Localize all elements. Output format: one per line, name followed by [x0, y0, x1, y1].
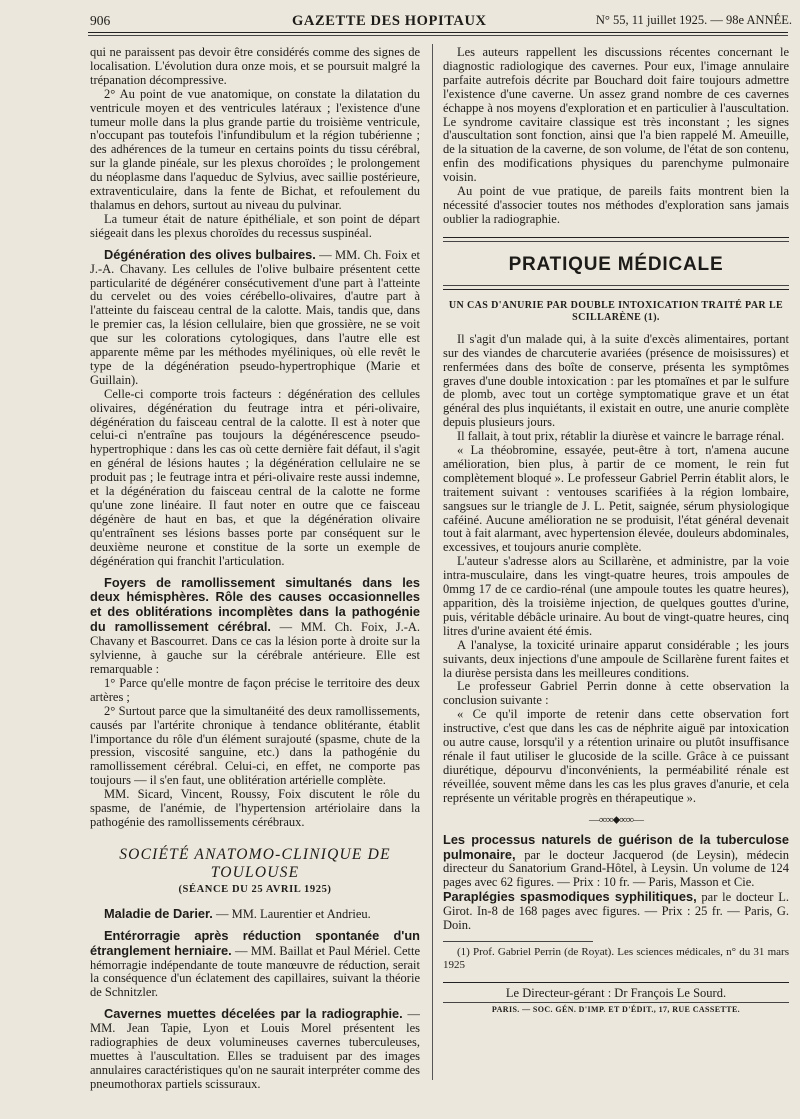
- article-darier: [90, 907, 420, 922]
- journal-title: GAZETTE DES HOPITAUX: [292, 13, 487, 29]
- book-details: par le docteur L. Girot. In-8 de 168 pages avec figures. — Prix : 25 fr. — Paris, G. Doin.: [443, 890, 789, 933]
- society-title: SOCIÉTÉ ANATOMO-CLINIQUE DE TOULOUSE: [119, 845, 391, 881]
- right-column: [443, 46, 789, 1076]
- issue-info: N° 55, 11 juillet 1925. — 98e ANNÉE.: [595, 13, 792, 27]
- footnote: (1) Prof. Gabriel Perrin (de Royat). Les sciences médicales, n° du 31 mars 1925: [443, 945, 789, 971]
- article-heading: Maladie de Darier.: [104, 905, 213, 921]
- paragraph: Celle-ci comporte trois facteurs : dégénération des cellules olivaires, dégénération du feutrage intra et péri-olivaire, dégénération du faisceau central de la calotte. Il est à noter que celui-ci n'entraîne pas toujours la dégénérescence pseudo-hypertrophique : dans les cas où cette dernière fait défaut, il s'agit en général de lésions hautes ; la dégénération cellulaire ne se produit pas ; le feutrage intra et péri-olivaire reste aussi indemne, et la dégénération du faisceau central de la calotte ne forme qu'une zone linéaire. Il faut noter en outre que ce faisceau dégénère de haut en bas, et que la dégénération olivaire qu'entraînent ses lésions basses porte par conséquent sur le deuxième neurone et constitue de la sorte un exemple de dégénération qui franchit l'articulation.: [90, 386, 420, 568]
- director-line: Le Directeur-gérant : Dr François Le Sourd.: [443, 983, 789, 1003]
- article-heading: Cavernes muettes décelées par la radiographie.: [104, 1006, 403, 1022]
- header-rule: [88, 32, 788, 33]
- paragraph: 2° Au point de vue anatomique, on constate la dilatation du ventricule moyen et des ventricules latéraux ; l'existence d'une tumeur molle dans la plus grande partie du troisième ventricule, n'occupant pas toutefois l'infundibulum et la région tubérienne ; des adhérences de la tumeur en certains points du tissu cérébral, sur la glande pinéale, sur les plexus choroïdes ; le prolongement du néoplasme dans l'aqueduc de Sylvius, avec saillie postérieure, extraventiculaire, dans la fente de Bichat, et refoulement du thalamus en dehors, surtout au niveau du pulvinar.: [90, 86, 420, 212]
- paragraph: Le professeur Gabriel Perrin donne à cette observation la conclusion suivante :: [443, 679, 789, 708]
- page-header: [52, 7, 792, 35]
- session-date: (SÉANCE DU 25 AVRIL 1925): [178, 883, 332, 895]
- paragraph: « Ce qu'il importe de retenir dans cette observation fort instructive, c'est que dans les cas de néphrite aiguë par intoxication ou autre cause, lorsqu'il y a rétention urinaire ou plutôt insuffisance rénale il faut utiliser le glucoside de la scille. Grâce à ce puissant diurétique, dépourvu d'inconvénients, la perméabilité rénale est réveillée, souvent même dans les cas les plus graves d'anurie, et cela représente un véritable progrès en thérapeutique ».: [443, 707, 789, 805]
- header-rule-thin: [88, 35, 788, 36]
- article-text: — MM. Ch. Foix, J.-A. Chavany et Bascourret. Dans ce cas la lésion porte à droite sur la sylvienne, à gauche sur la cérébrale antérieure. Elle est remarquable :: [90, 620, 420, 676]
- ornament-divider: —∞∞⬥∞∞—: [588, 813, 644, 826]
- paragraph: A l'analyse, la toxicité urinaire apparut considérable ; les jours suivants, deux injections d'une ampoule de Scillarène furent faites et la diurèse persista dans les meilleures conditions.: [443, 637, 789, 680]
- page-number: 906: [90, 13, 111, 28]
- book-title: Les processus naturels de guérison de la tuberculose pulmonaire,: [443, 831, 789, 862]
- paragraph: Il fallait, à tout prix, rétablir la diurèse et vaincre le barrage rénal.: [457, 429, 785, 444]
- article-heading: Entérorragie après réduction spontanée d'un étranglement herniaire.: [90, 927, 420, 958]
- book-details: par le docteur Jacquerod (de Leysin), médecin directeur du Sanatorium Grand-Hôtel, à Leysin. Un volume de 124 pages avec 62 figures. — Prix : 10 fr. — Paris, Masson et Cie.: [443, 847, 789, 890]
- book-title: Paraplégies spasmodiques syphilitiques,: [443, 889, 697, 905]
- book-review-paraplegies: [443, 890, 789, 933]
- article-heading: Foyers de ramollissement simultanés dans les deux hémisphères. Rôle des causes occasionnelles et des oblitérations incomplètes dans la pathogénie du ramollissement cérébral.: [90, 574, 420, 635]
- paragraph: Au point de vue pratique, de pareils faits montrent bien la nécessité d'associer toutes nos méthodes d'exploration sans jamais oublier la radiographie.: [443, 184, 789, 226]
- article-ramollissement: [90, 576, 420, 677]
- printer-line: PARIS. — SOC. GÉN. D'IMP. ET D'ÉDIT., 17, RUE CASSETTE.: [491, 1004, 741, 1014]
- article-text: — MM. Jean Tapie, Lyon et Louis Morel présentent les radiographies de deux volumineuses cavernes tuberculeuses, muettes à l'auscultation. Elles se traduisent par des images annulaires caractéristiques qu'on ne saurait interpréter comme des pneumothorax partiels scissuraux.: [90, 1007, 420, 1091]
- article-enterorragie: [90, 929, 420, 1001]
- article-degeneration: [90, 248, 420, 388]
- paragraph: qui ne paraissent pas devoir être considérés comme des signes de localisation. L'évolution dura onze mois, et se poursuit malgré la trépanation décompressive.: [90, 46, 420, 87]
- section-title: PRATIQUE MÉDICALE: [443, 241, 789, 286]
- left-column: [90, 46, 420, 1091]
- article-text: — MM. Ch. Foix et J.-A. Chavany. Les cellules de l'olive bulbaire présentent cette particularité de dégénérer consécutivement d'une part à l'atteinte du cervelet ou des voies cérébello-olivaires, d'autre part à l'atteinte du faisceau central de la calotte. Mais, tandis que, dans le premier cas, la lésion cellulaire, bien que grossière, ne se voit que sur les colorations cytologiques, dans l'autre elle est apparente même par les méthodes myéliniques, où elle revêt le type de la dégénération pseudo-hypertrophique (Marie et Guillain).: [90, 247, 420, 387]
- article-cavernes: [90, 1007, 420, 1091]
- footnote-rule: [443, 941, 593, 942]
- paragraph: L'auteur s'adresse alors au Scillarène, et administre, par la voie intra-musculaire, dans les vingt-quatre heures, trois ampoules de 0mmg 17 de ce cardio-rénal (une ampoule toutes les quatre heures), apparition, dès la troisième injection, de quelques gouttes d'urine, puis, véritable débâcle urinaire. Au bout de vingt-quatre heures, cinq litres d'urine avaient été émis.: [443, 554, 789, 638]
- paragraph: MM. Sicard, Vincent, Roussy, Foix discutent le rôle du spasme, de l'anémie, de l'hypertension artériolaire dans la pathogénie des ramollissements cérébraux.: [90, 787, 420, 829]
- paragraph: « La théobromine, essayée, peut-être à tort, n'amena aucune amélioration, bien plus, à partir de ce moment, le rein fut complètement bloqué ». Le professeur Gabriel Perrin établit alors, le traitement suivant : ventouses scarifiées à la région lombaire, sangsues sur le triangle de J. L. Petit, saignée, sérum physiologique caféiné. Aucune amélioration ne se produisit, l'état général devenait tout à fait alarmant, avec hypertension élevée, douleurs abdominales, excessives, et toujours anurie complète.: [443, 443, 789, 555]
- paragraph: 2° Surtout parce que la simultanéité des deux ramollissements, causés par l'artérite chronique à tendance oblitérante, établit l'importance du rôle d'un élément surajouté (spasme, chute de la pression, viscosité sanguine, etc.) dans la pathogénie du ramollissement cérébral. Celui-ci, en effet, ne comporte pas toujours — il s'en faut, une oblitération artérielle complète.: [90, 703, 420, 788]
- article-text: — MM. Laurentier et Andrieu.: [212, 906, 371, 921]
- paragraph: La tumeur était de nature épithéliale, et son point de départ siégeait dans les plexus choroïdes du recessus suspinéal.: [90, 211, 420, 240]
- article-heading: Dégénération des olives bulbaires.: [104, 246, 316, 262]
- book-review-processus: [443, 833, 789, 891]
- section-banner: [443, 237, 789, 290]
- paragraph: Les auteurs rappellent les discussions récentes concernant le diagnostic radiologique des cavernes. Pour eux, l'image annulaire parfaite autrefois décrite par Bouchard doit faire toujours admettre l'existence d'une caverne. Un assez grand nombre de ces cavernes échappe à nos moyens d'exploration et en particulier à l'auscultation. Le syndrome cavitaire classique est très inconstant ; les signes d'auscultation sont fonction, ainsi que l'a bien rappelé M. Ameuille, de la situation de la caverne, de son volume, de l'état de son contenu, enfin des modifications physiques du parenchyme pulmonaire voisin.: [443, 46, 789, 185]
- article-subtitle: UN CAS D'ANURIE PAR DOUBLE INTOXICATION TRAITÉ PAR LE SCILLARÈNE (1).: [448, 299, 784, 324]
- article-text: — MM. Baillat et Paul Mériel. Cette hémorragie indépendante de toute manœuvre de réduction, serait la conséquence d'un éclatement des capillaires, suivant la théorie de Schnitzler.: [90, 943, 420, 1000]
- paragraph: 1° Parce qu'elle montre de façon précise le territoire des deux artères ;: [90, 675, 420, 704]
- column-divider: [432, 44, 433, 1080]
- paragraph: Il s'agit d'un malade qui, à la suite d'excès alimentaires, portant sur des viandes de charcuterie avariées (présence de moisissures) et renfermées dans des boîte de conserve, présenta les symptômes graves d'une double intoxication : par les ptomaïnes et par le sulfure de plomb, avec tout un cortège symptomatique grave et un état général des plus inquiétants, il existait en outre, une anurie complète depuis plusieurs jours.: [443, 331, 789, 430]
